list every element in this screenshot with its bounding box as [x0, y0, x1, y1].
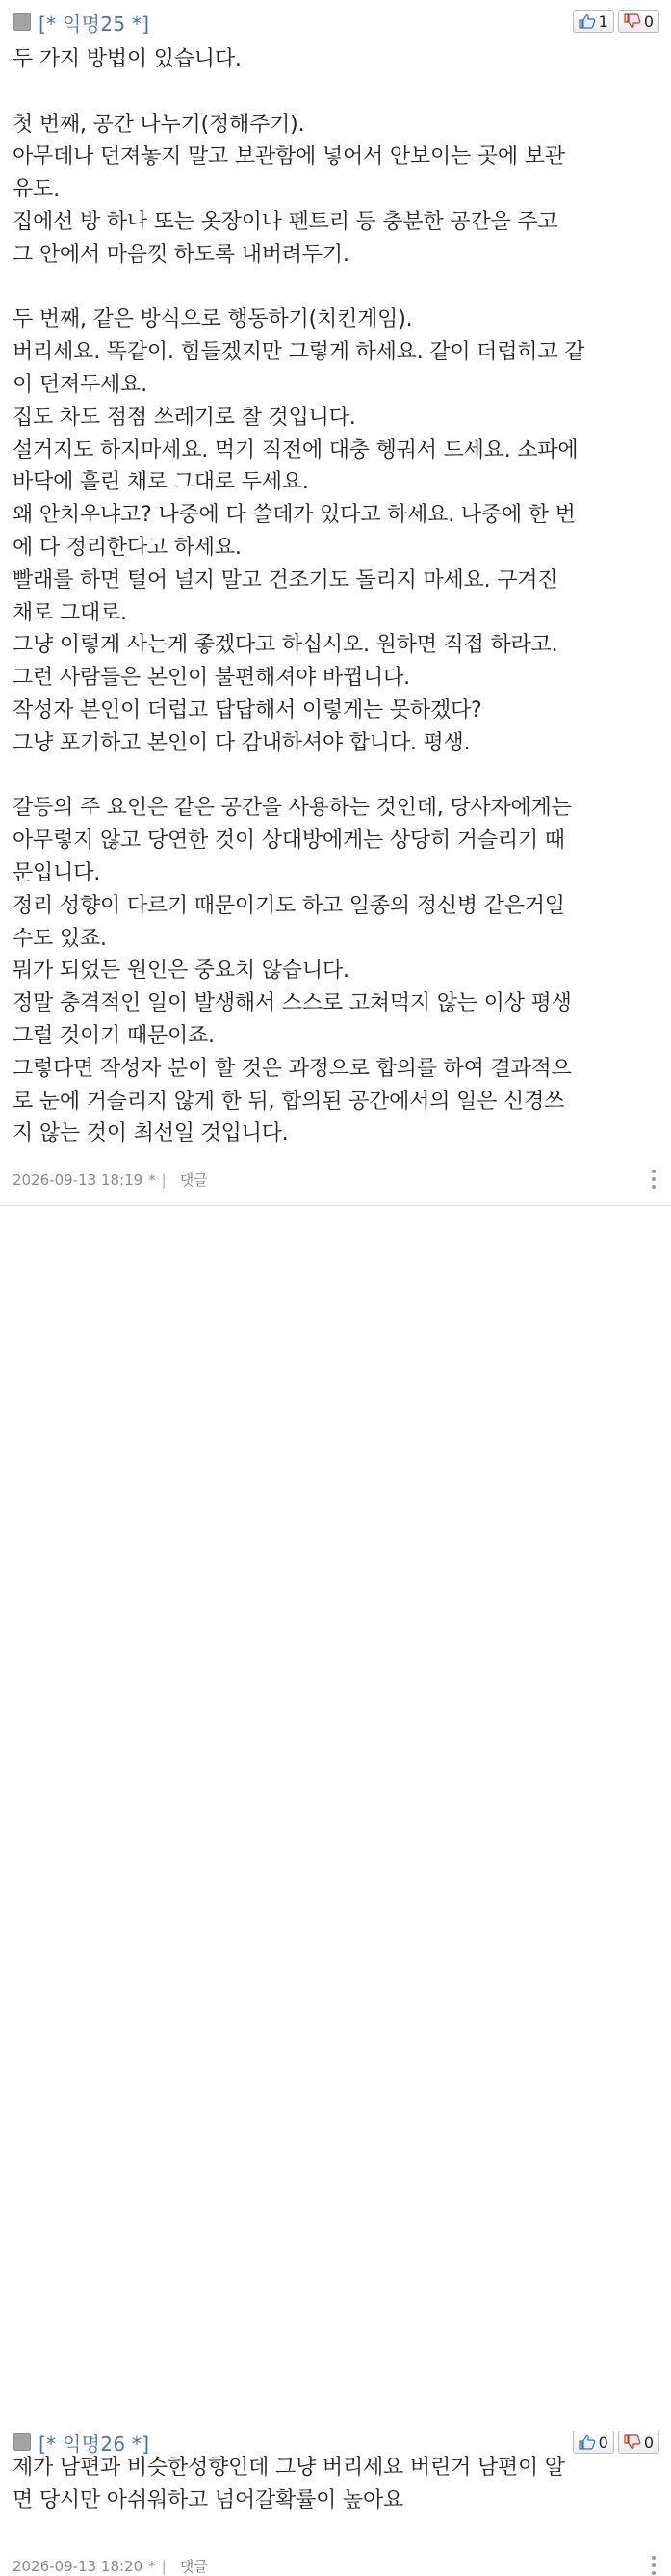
comment-header	[13, 11, 149, 34]
body-line: 버리세요. 똑같이. 힘들겠지만 그렇게 하세요. 같이 더럽히고 같	[13, 340, 585, 365]
body-line: 이 던져두세요.	[13, 372, 147, 397]
body-line: 수도 있죠.	[13, 926, 107, 951]
dislike-count: 0	[643, 12, 654, 31]
meta-divider: |	[161, 2557, 167, 2575]
body-line: 아무렇지 않고 당연한 것이 상대방에게는 상당히 거슬리기 때	[13, 828, 565, 854]
body-line: 로 눈에 거슬리지 않게 한 뒤, 합의된 공간에서의 일은 신경쓰	[13, 1089, 565, 1114]
comment-header	[13, 2431, 149, 2454]
comment-item	[0, 0, 671, 1206]
vote-buttons	[573, 2431, 659, 2454]
comment-meta	[13, 2556, 208, 2576]
like-count: 1	[598, 12, 608, 31]
body-line: 유도.	[13, 177, 60, 202]
body-line: 뭐가 되었든 원인은 중요치 않습니다.	[13, 959, 349, 984]
dislike-button[interactable]	[618, 2431, 659, 2454]
body-line: 두 번째, 같은 방식으로 행동하기(치킨게임).	[13, 307, 413, 332]
body-line: 그 안에서 마음껏 하도록 내버려두기.	[13, 242, 349, 267]
more-options-icon[interactable]	[652, 1170, 656, 1189]
body-line: 그런 사람들은 본인이 불편해져야 바뀝니다.	[13, 666, 410, 691]
comment-author[interactable]: [* 익명25 *]	[39, 12, 150, 36]
body-line: 아무데나 던져놓지 말고 보관함에 넣어서 안보이는 곳에 보관	[13, 145, 565, 170]
body-line: 설거지도 하지마세요. 먹기 직전에 대충 헹궈서 드세요. 소파에	[13, 437, 579, 462]
body-line: 정말 충격적인 일이 발생해서 스스로 고쳐먹지 않는 이상 평생	[13, 991, 572, 1016]
body-line: 첫 번째, 공간 나누기(정해주기).	[13, 112, 305, 137]
comment-body	[13, 2452, 659, 2517]
body-line: 그렇다면 작성자 분이 할 것은 과정으로 합의를 하여 결과적으	[13, 1056, 572, 1081]
comment-author[interactable]: [* 익명26 *]	[39, 2431, 150, 2456]
like-button[interactable]	[573, 2431, 614, 2454]
thumbs-up-icon	[579, 2434, 596, 2450]
blank-line	[13, 760, 659, 793]
thumbs-down-icon	[624, 13, 641, 29]
avatar	[13, 13, 31, 31]
body-line: 그럴 것이기 때문이죠.	[13, 1023, 215, 1048]
comment-meta	[13, 1170, 208, 1190]
like-count: 0	[598, 2432, 608, 2452]
thumbs-down-icon	[624, 2434, 641, 2450]
blank-line	[13, 272, 659, 304]
comment-star: *	[148, 2557, 156, 2575]
reply-link[interactable]: 댓글	[179, 2558, 208, 2575]
body-line: 정리 성향이 다르기 때문이기도 하고 일종의 정신병 같은거일	[13, 893, 565, 918]
body-line: 집에선 방 하나 또는 옷장이나 펜트리 등 충분한 공간을 주고	[13, 209, 558, 234]
dislike-count: 0	[643, 2432, 654, 2452]
body-line: 제가 남편과 비슷한성향인데 그냥 버리세요 버린거 남편이 알	[13, 2456, 565, 2480]
comment-star: *	[148, 1170, 156, 1189]
body-line: 바닥에 흘린 채로 그대로 두세요.	[13, 470, 309, 495]
body-line: 그냥 포기하고 본인이 다 감내하셔야 합니다. 평생.	[13, 730, 471, 755]
body-line: 그냥 이렇게 사는게 좋겠다고 하십시오. 원하면 직접 하라고.	[13, 633, 558, 658]
body-line: 작성자 본인이 더럽고 답답해서 이렇게는 못하겠다?	[13, 697, 482, 723]
comment-date: 2026-09-13 18:20	[13, 2557, 143, 2575]
body-line: 문입니다.	[13, 860, 101, 885]
like-button[interactable]	[573, 10, 614, 33]
body-line: 에 다 정리한다고 하세요.	[13, 535, 242, 560]
body-line: 갈등의 주 요인은 같은 공간을 사용하는 것인데, 당사자에게는	[13, 796, 572, 821]
body-line: 빨래를 하면 털어 널지 말고 건조기도 돌리지 마세요. 구겨진	[13, 567, 558, 592]
body-line: 지 않는 것이 최선일 것입니다.	[13, 1121, 289, 1146]
comment-body	[13, 43, 659, 1150]
blank-line	[13, 76, 659, 109]
body-line: 두 가지 방법이 있습니다.	[13, 47, 242, 71]
body-line: 왜 안치우냐고? 나중에 다 쓸데가 있다고 하세요. 나중에 한 번	[13, 503, 576, 528]
vote-buttons	[573, 10, 659, 33]
dislike-button[interactable]	[618, 10, 659, 33]
comment-item	[0, 1206, 671, 2575]
avatar	[13, 2433, 31, 2451]
body-line: 채로 그대로.	[13, 600, 127, 625]
body-line: 집도 차도 점점 쓰레기로 찰 것입니다.	[13, 405, 356, 430]
comment-date: 2026-09-13 18:19	[13, 1170, 143, 1189]
reply-link[interactable]: 댓글	[179, 1171, 208, 1189]
meta-divider: |	[161, 1170, 167, 1189]
more-options-icon[interactable]	[652, 2556, 656, 2575]
thumbs-up-icon	[579, 13, 596, 29]
body-line: 면 당시만 아쉬워하고 넘어갈확률이 높아요	[13, 2487, 404, 2512]
